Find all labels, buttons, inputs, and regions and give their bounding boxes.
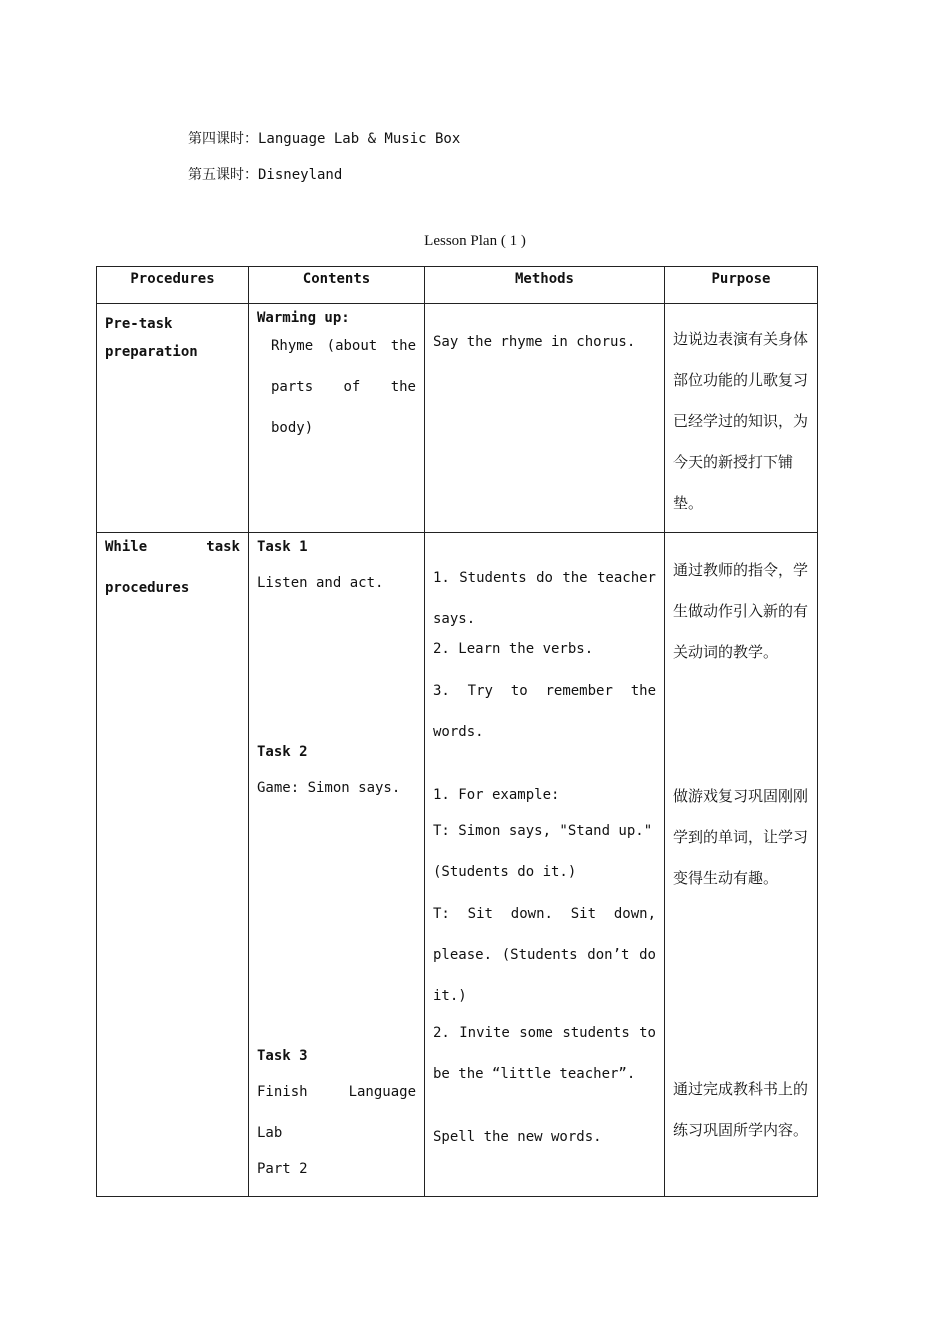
method-text: (Students do it.) xyxy=(433,864,577,880)
content-text: Lab xyxy=(257,1125,283,1141)
purpose-cell xyxy=(665,304,818,533)
content-text: Game: Simon says. xyxy=(257,780,401,796)
content-heading: Warming up: xyxy=(257,310,350,326)
method-text: T: Simon says, "Stand up." xyxy=(433,823,653,839)
methods-cell xyxy=(425,304,665,533)
method-text: 1. Students do the teacher says. xyxy=(433,570,656,627)
table-header-row xyxy=(97,267,818,304)
purpose-cell xyxy=(665,533,818,1197)
methods-cell xyxy=(425,533,665,1197)
procedure-text: While task xyxy=(105,539,240,555)
procedure-text: Pre-task xyxy=(105,316,173,332)
content-text: Part 2 xyxy=(257,1161,308,1177)
content-text: Listen and act. xyxy=(257,575,384,591)
method-text: 3. Try to remember the words. xyxy=(433,683,656,740)
header-line-1: 第四课时：Language Lab & Music Box xyxy=(188,131,461,147)
method-text: Spell the new words. xyxy=(433,1129,602,1145)
table-row xyxy=(97,533,818,1197)
header-line-2: 第五课时：Disneyland xyxy=(188,167,343,183)
method-text: 1. For example: xyxy=(433,787,560,803)
method-text: 2. Invite some students to be the “little teacher”. xyxy=(433,1025,656,1082)
contents-cell xyxy=(249,304,425,533)
procedure-text: preparation xyxy=(105,344,198,360)
col-procedures: Procedures xyxy=(97,267,249,304)
procedure-text: procedures xyxy=(105,580,190,596)
task-heading: Task 1 xyxy=(257,539,308,555)
procedure-cell xyxy=(97,304,249,533)
col-purpose: Purpose xyxy=(665,267,818,304)
task-heading: Task 3 xyxy=(257,1048,308,1064)
method-text: T: Sit down. Sit down, please. (Students don’t do it.) xyxy=(433,906,656,1004)
col-contents: Contents xyxy=(249,267,425,304)
purpose-text: 通过完成教科书上的练习巩固所学内容。 xyxy=(673,1080,809,1139)
task-heading: Task 2 xyxy=(257,744,308,760)
procedure-cell xyxy=(97,533,249,1197)
content-text: Finish Language xyxy=(257,1084,416,1100)
method-text: Say the rhyme in chorus. xyxy=(433,334,636,350)
method-text: 2. Learn the verbs. xyxy=(433,641,594,657)
col-methods: Methods xyxy=(425,267,665,304)
contents-cell xyxy=(249,533,425,1197)
purpose-text: 做游戏复习巩固刚刚学到的单词，让学习变得生动有趣。 xyxy=(673,787,809,887)
lesson-plan-title: Lesson Plan ( 1 ) xyxy=(424,233,526,249)
content-text: Rhyme (about the parts of the body) xyxy=(271,338,416,436)
purpose-text: 通过教师的指令，学生做动作引入新的有关动词的教学。 xyxy=(673,561,809,661)
lesson-plan-table xyxy=(96,266,818,1197)
table-row xyxy=(97,304,818,533)
purpose-text: 边说边表演有关身体部位功能的儿歌复习已经学过的知识，为今天的新授打下铺垫。 xyxy=(673,330,809,512)
